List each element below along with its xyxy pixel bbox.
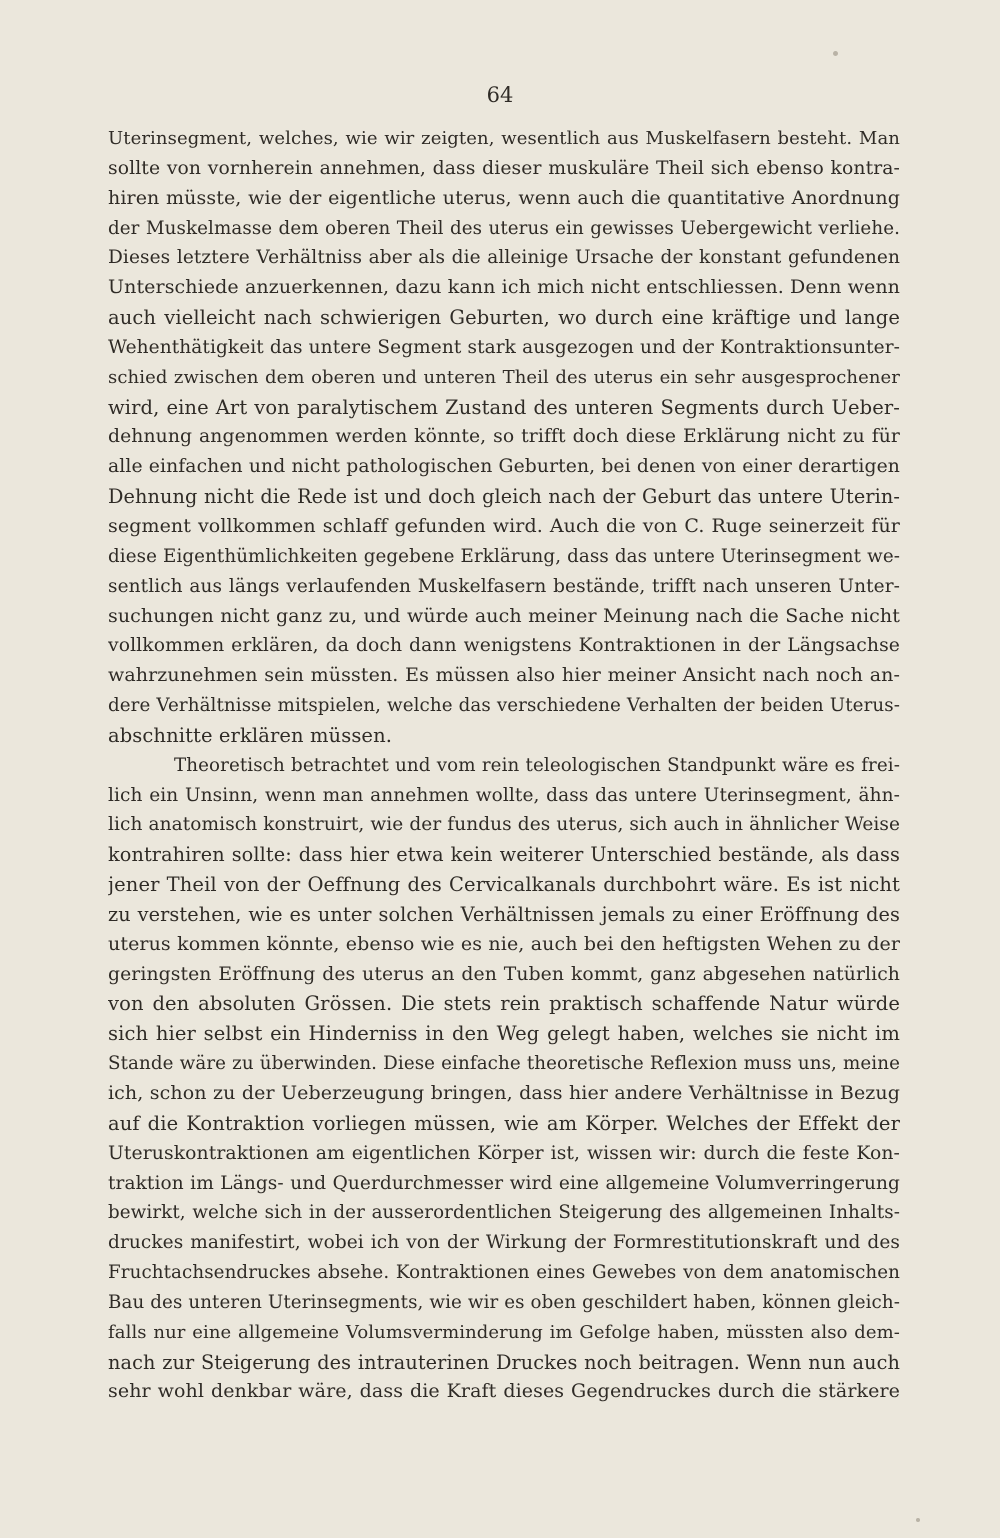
text-line: auch vielleicht nach schwierigen Geburten, wo durch eine kräftige und lange — [108, 306, 900, 330]
text-line: Dehnung nicht die Rede ist und doch gleich nach der Geburt das untere Uterin- — [108, 485, 900, 509]
text-line: dere Verhältnisse mitspielen, welche das verschiedene Verhalten der beiden Uterus- — [108, 695, 900, 717]
text-line: dehnung angenommen werden könnte, so trifft doch diese Erklärung nicht zu für — [108, 426, 900, 448]
paragraph-end-line: abschnitte erklären müssen. — [108, 723, 393, 747]
text-line: Fruchtachsendruckes absehe. Kontraktionen eines Gewebes von dem anatomischen — [108, 1262, 900, 1284]
text-line: suchungen nicht ganz zu, und würde auch meiner Meinung nach die Sache nicht — [108, 604, 900, 627]
text-line: geringsten Eröffnung des uterus an den Tuben kommt, ganz abgesehen natürlich — [108, 963, 900, 985]
text-line: lich ein Unsinn, wenn man annehmen wollte, dass das untere Uterinsegment, ähn- — [108, 784, 900, 806]
text-line: zu verstehen, wie es unter solchen Verhältnissen jemals zu einer Eröffnung des — [108, 902, 900, 926]
text-line: sehr wohl denkbar wäre, dass die Kraft dieses Gegendruckes durch die stärkere — [108, 1380, 900, 1403]
text-line: der Muskelmasse dem oberen Theil des uterus ein gewisses Uebergewicht verliehe. — [108, 217, 900, 239]
text-line: traktion im Längs- und Querdurchmesser wird eine allgemeine Volumverringerung — [108, 1172, 900, 1194]
text-line: druckes manifestirt, wobei ich von der Wirkung der Formrestitutionskraft und des — [108, 1232, 900, 1254]
text-line: diese Eigenthümlichkeiten gegebene Erklärung, dass das untere Uterinsegment we- — [108, 545, 900, 567]
text-line: segment vollkommen schlaff gefunden wird. Auch die von C. Ruge seinerzeit für — [108, 514, 900, 537]
text-line: Uterinsegment, welches, wie wir zeigten, wesentlich aus Muskelfasern besteht. Man — [108, 128, 900, 149]
text-line: kontrahiren sollte: dass hier etwa kein weiterer Unterschied bestände, als dass — [108, 843, 900, 867]
text-line: hiren müsste, wie der eigentliche uterus, wenn auch die quantitative Anordnung — [108, 186, 900, 209]
paragraph-first-line: Theoretisch betrachtet und vom rein teleologischen Standpunkt wäre es frei- — [174, 754, 900, 776]
text-line: wahrzunehmen sein müssten. Es müssen also hier meiner Ansicht nach noch an- — [108, 664, 900, 687]
text-line: vollkommen erklären, da doch dann wenigstens Kontraktionen in der Längsachse — [108, 635, 900, 657]
text-line: jener Theil von der Oeffnung des Cervicalkanals durchbohrt wäre. Es ist nicht — [108, 873, 900, 897]
text-line: ich, schon zu der Ueberzeugung bringen, dass hier andere Verhältnisse in Bezug — [108, 1082, 900, 1104]
text-line: auf die Kontraktion vorliegen müssen, wie am Körper. Welches der Effekt der — [108, 1111, 900, 1135]
paper-speck — [833, 51, 838, 56]
text-line: sollte von vornherein annehmen, dass dieser muskuläre Theil sich ebenso kontra- — [108, 157, 900, 179]
text-line: sich hier selbst ein Hinderniss in den Weg gelegt haben, welches sie nicht im — [108, 1022, 900, 1046]
text-line: falls nur eine allgemeine Volumsverminderung im Gefolge haben, müssten also dem- — [108, 1321, 900, 1343]
text-line: Stande wäre zu überwinden. Diese einfache theoretische Reflexion muss uns, meine — [108, 1053, 900, 1075]
text-line: schied zwischen dem oberen und unteren Theil des uterus ein sehr ausgesprochener — [108, 366, 900, 388]
text-line: Wehenthätigkeit das untere Segment stark ausgezogen und der Kontraktionsunter- — [108, 336, 900, 358]
text-line: sentlich aus längs verlaufenden Muskelfasern bestände, trifft nach unseren Unter- — [108, 575, 900, 597]
text-line: lich anatomisch konstruirt, wie der fundus des uterus, sich auch in ähnlicher Weise — [108, 814, 900, 836]
text-line: alle einfachen und nicht pathologischen Geburten, bei denen von einer derartigen — [108, 456, 900, 478]
text-line: bewirkt, welche sich in der ausserordentlichen Steigerung des allgemeinen Inhalts- — [108, 1202, 900, 1224]
text-line: uterus kommen könnte, ebenso wie es nie, auch bei den heftigsten Wehen zu der — [108, 932, 900, 955]
text-line: Unterschiede anzuerkennen, dazu kann ich mich nicht entschliessen. Denn wenn — [108, 276, 900, 299]
text-line: Bau des unteren Uterinsegments, wie wir es oben geschildert haben, können gleich- — [108, 1291, 900, 1313]
page-number: 64 — [486, 83, 514, 107]
body-text — [108, 124, 900, 1407]
text-line: von den absoluten Grössen. Die stets rein praktisch schaffende Natur würde — [108, 992, 900, 1016]
text-line: Uteruskontraktionen am eigentlichen Körper ist, wissen wir: durch die feste Kon- — [108, 1142, 900, 1164]
text-line: wird, eine Art von paralytischem Zustand des unteren Segments durch Ueber- — [108, 395, 900, 419]
paper-speck — [916, 1518, 920, 1522]
text-line: Dieses letztere Verhältniss aber als die alleinige Ursache der konstant gefundenen — [108, 247, 900, 269]
text-line: nach zur Steigerung des intrauterinen Druckes noch beitragen. Wenn nun auch — [108, 1350, 900, 1374]
